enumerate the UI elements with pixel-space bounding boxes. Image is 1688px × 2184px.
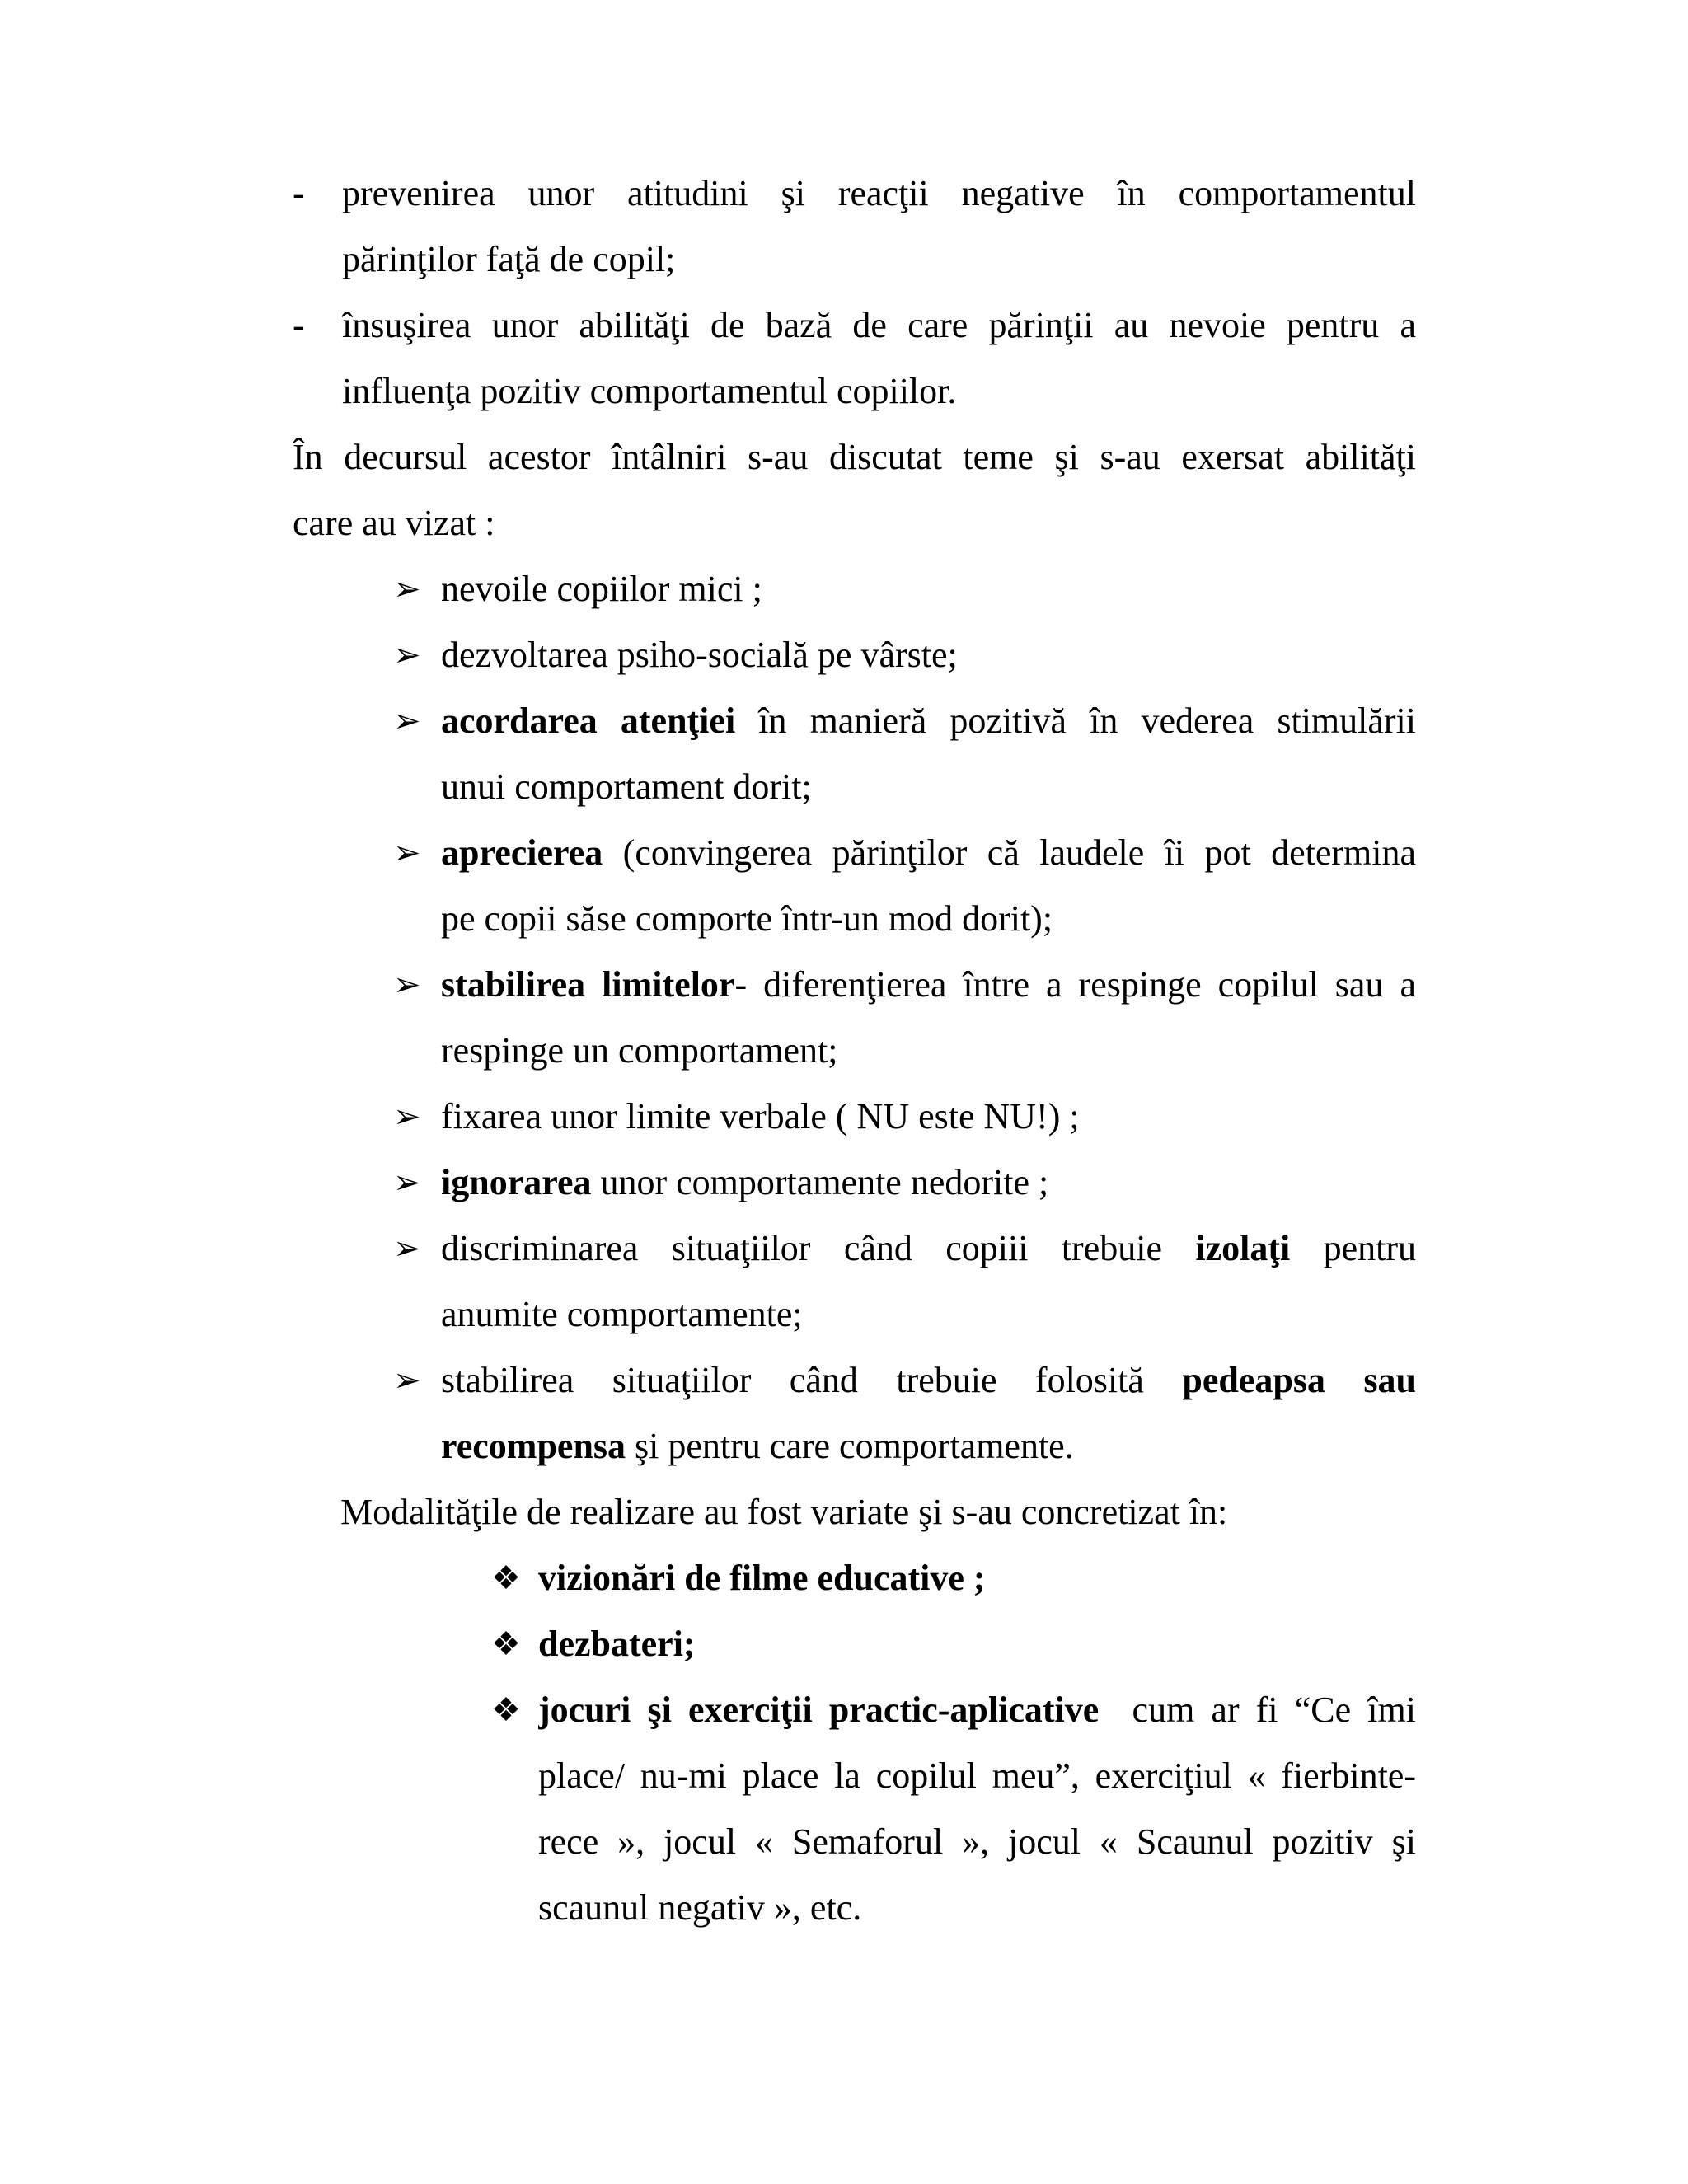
arrow-item-4-text: (convingerea părinţilor că laudele îi pot determina [603, 832, 1416, 873]
arrow-item-8-text: discriminarea situaţiilor când copiii trebuie [441, 1228, 1196, 1268]
modality-item-3-text: cum ar fi “Ce îmi [1099, 1690, 1416, 1730]
arrow-item-7-text: unor comportamente nedorite ; [591, 1162, 1049, 1202]
modality-item-1-bold: vizionări de filme educative ; [538, 1558, 986, 1598]
modality-item-2 [538, 1611, 696, 1677]
arrow-bullet-icon: ➢ [393, 702, 421, 739]
arrow-item-1: nevoile copiilor mici ; [441, 569, 762, 609]
arrow-item-8-line1 [441, 1216, 1416, 1282]
arrow-item-7-bold: ignorarea [441, 1162, 592, 1202]
arrow-item-5-bold: stabilirea limitelor [441, 964, 735, 1005]
arrow-item-9-line2-bold: recompensa [441, 1426, 626, 1466]
dash-item-2-line2: influenţa pozitiv comportamentul copiilor. [342, 371, 957, 411]
arrow-bullet-icon: ➢ [393, 1098, 421, 1135]
arrow-bullet-icon: ➢ [393, 1230, 421, 1267]
arrow-item-7 [441, 1150, 1048, 1216]
arrow-bullet-icon: ➢ [393, 1361, 421, 1399]
modality-item-3-line1 [538, 1677, 1416, 1743]
arrow-item-4-line1 [441, 820, 1416, 886]
arrow-item-3-line1 [441, 688, 1416, 754]
arrow-item-4-bold: aprecierea [441, 832, 603, 873]
modality-item-2-bold: dezbateri; [538, 1624, 696, 1664]
modalities-heading: Modalităţile de realizare au fost variate şi s-au concretizat în: [340, 1492, 1228, 1532]
arrow-item-9-line2 [441, 1413, 1074, 1479]
diamond-bullet-icon: ❖ [491, 1625, 521, 1662]
arrow-item-8-text-after: pentru [1290, 1228, 1416, 1268]
arrow-item-5-line2: respinge un comportament; [441, 1030, 838, 1071]
arrow-item-5-text: - diferenţierea între a respinge copilul sau a [734, 964, 1416, 1005]
arrow-item-9-line2-text: şi pentru care comportamente. [626, 1426, 1074, 1466]
dash-item-1-line1: prevenirea unor atitudini şi reacţii negative în comportamentul [342, 173, 1416, 213]
dash-item-2-line1: însuşirea unor abilităţi de bază de care părinţii au nevoie pentru a [342, 305, 1416, 345]
modality-item-3-line3: rece », jocul « Semaforul », jocul « Scaunul pozitiv şi [538, 1821, 1416, 1862]
diamond-bullet-icon: ❖ [491, 1559, 521, 1596]
modality-item-3-bold: jocuri şi exerciţii practic-aplicative [538, 1690, 1100, 1730]
arrow-item-3-bold: acordarea atenţiei [441, 701, 736, 741]
modality-item-1 [538, 1545, 986, 1611]
arrow-item-3-line2: unui comportament dorit; [441, 766, 812, 807]
intro-line2: care au vizat : [293, 503, 495, 543]
arrow-bullet-icon: ➢ [393, 570, 421, 607]
modality-item-3-line2: place/ nu-mi place la copilul meu”, exerciţiul « fierbinte- [538, 1755, 1416, 1796]
arrow-bullet-icon: ➢ [393, 966, 421, 1003]
arrow-item-8-line2: anumite comportamente; [441, 1294, 803, 1334]
diamond-bullet-icon: ❖ [491, 1691, 521, 1728]
arrow-item-9-text: stabilirea situaţiilor când trebuie folosită [441, 1360, 1183, 1400]
intro-line1: În decursul acestor întâlniri s-au discutat teme şi s-au exersat abilităţi [293, 437, 1416, 477]
arrow-item-3-text: în manieră pozitivă în vederea stimulării [735, 701, 1416, 741]
arrow-item-4-line2: pe copii săse comporte într-un mod dorit); [441, 898, 1053, 939]
arrow-item-9-line1 [441, 1347, 1416, 1413]
arrow-bullet-icon: ➢ [393, 636, 421, 673]
arrow-item-2: dezvoltarea psiho-socială pe vârste; [441, 635, 958, 675]
modality-item-3-line4: scaunul negativ », etc. [538, 1887, 862, 1928]
dash-marker: - [293, 305, 305, 345]
arrow-item-9-bold: pedeapsa sau [1182, 1360, 1416, 1400]
dash-marker: - [293, 173, 305, 213]
arrow-item-5-line1 [441, 952, 1416, 1018]
dash-item-1-line2: părinţilor faţă de copil; [342, 239, 676, 279]
arrow-bullet-icon: ➢ [393, 834, 421, 871]
arrow-bullet-icon: ➢ [393, 1164, 421, 1201]
arrow-item-8-bold: izolaţi [1195, 1228, 1291, 1268]
arrow-item-6: fixarea unor limite verbale ( NU este NU!) ; [441, 1096, 1080, 1137]
